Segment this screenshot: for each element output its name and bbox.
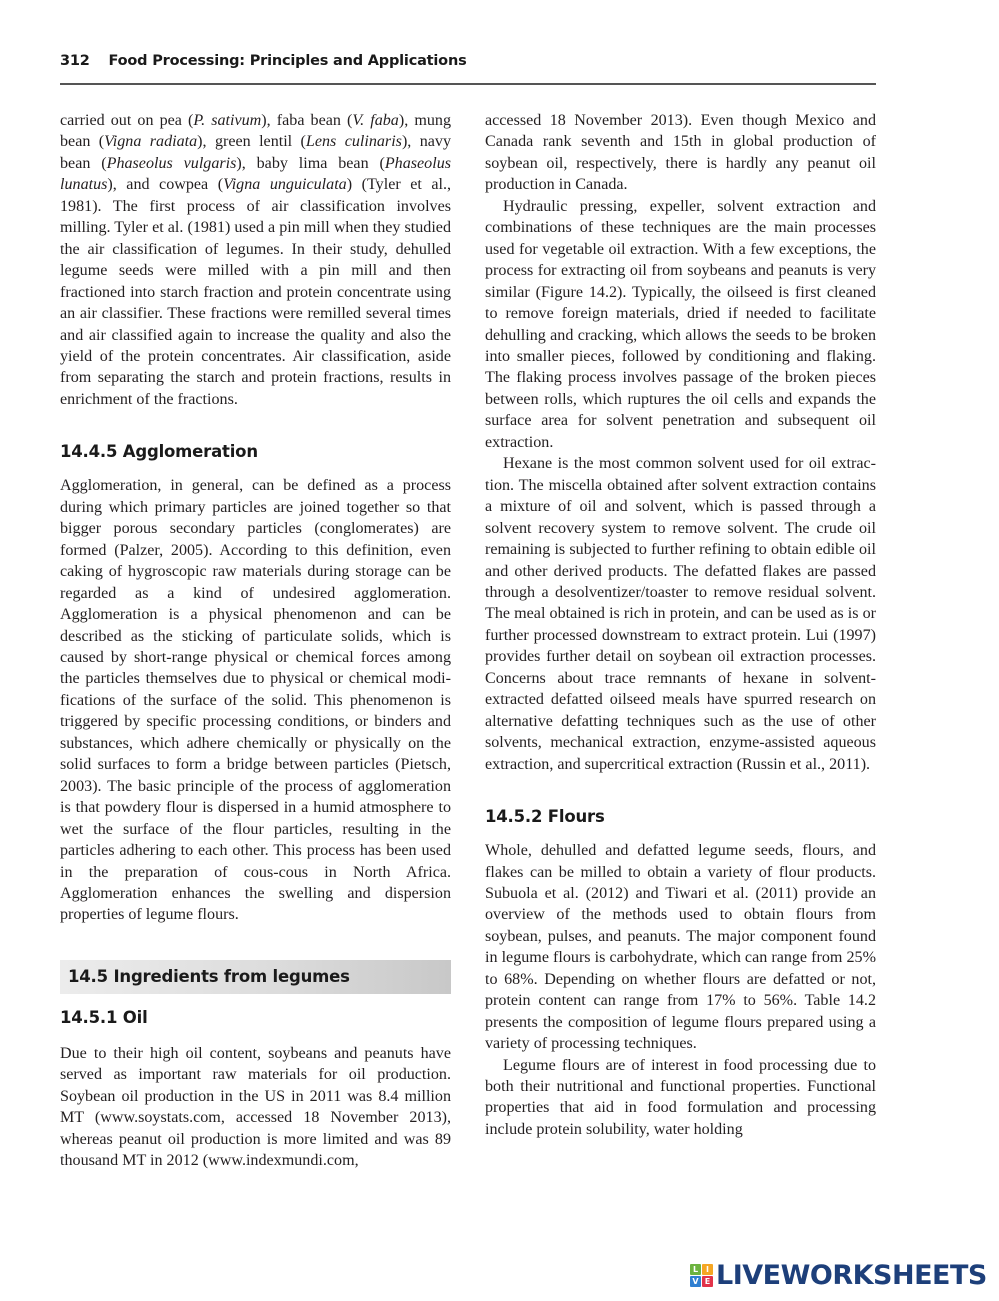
species-name: Vigna radiata	[104, 133, 198, 151]
text-span: ), mung bean (	[60, 112, 451, 151]
species-name: Phaseolus vulgaris	[106, 154, 237, 172]
paragraph-air-classification	[60, 110, 451, 410]
logo-tile: I	[702, 1264, 713, 1275]
right-column	[485, 110, 876, 1140]
paragraph-oil-continued: accessed 18 November 2013). Even though Mexico and Canada rank seventh and 15th in global production of soybean oil, respectively, there is hardly any peanut oil production in Canada.	[485, 112, 876, 194]
section-heading-band	[60, 960, 451, 994]
running-head	[60, 53, 876, 69]
paragraph-hexane: Hexane is the most common solvent used for oil extraction. The miscella obtained after solvent extraction contains a mixture of oil and solvent, which is passed through a solvent recovery system to remove solvent. The crude oil remaining is subjected to further refining to obtain edible oil and other derived products. The defatted flakes are passed through a desolventizer/toaster to remove residual solvent. The meal obtained is rich in protein, and can be used as is or further processed downstream to extract protein. Lui (1997) provides further detail on soybean oil extraction processes. Concerns about trace remnants of hexane in solvent-extracted defatted oilseed meals have spurred research on alternative defatting techniques such as the use of other solvents, mechanical extraction, enzyme-assisted aqueous extraction, and supercritical extraction (Russin et al., 2011).	[485, 455, 876, 773]
paragraph-flours: Whole, dehulled and defatted legume seeds, flours, and flakes can be milled to obtain a variety of flour products. Subuola et al. (2012) and Tiwari et al. (2011) provide an overview of the methods used to obtain flours from soybean, pulses, and peanuts. The major component found in legume flours is carbohydrate, which can range from 25% to 68%. Depending on whether flours are defatted or not, protein content can range from 17% to 56%. Table 14.2 presents the composition of legume flours prepared using a variety of processing techniques.	[485, 842, 876, 1053]
text-span: carried out on pea (	[60, 112, 194, 129]
text-span: ), navy bean (	[60, 133, 451, 172]
heading-agglomeration: 14.4.5 Agglomeration	[60, 442, 258, 462]
heading-ingredients-from-legumes: 14.5 Ingredients from legumes	[68, 967, 350, 987]
species-name: Vigna unguiculata	[223, 176, 347, 194]
species-name: Phaseolus lunatus	[60, 154, 452, 194]
liveworksheets-logo	[690, 1262, 987, 1289]
logo-wordmark: LIVEWORKSHEETS	[716, 1260, 987, 1291]
paragraph-agglomeration: Agglomeration, in general, can be defined as a process during which primary particles are joined together so that bigger porous secondary particles (conglomerates) are formed (Palzer, 2005). According to this definition, even caking of hygroscopic raw materials during storage can be regarded as a kind of undesired agglomeration. Agglomeration is a physical phenomenon and can be described as the sticking of particulate solids, which is caused by short-range physical or chemical forces among the particles themselves due to physical or chemical modifications of the surface of the solid. This phenomenon is triggered by specific processing conditions, or binders and substances, which adhere chemically or physically on the solid surfaces to form a bridge between particles (Pietsch, 2003). The basic principle of the process of agglomeration is that powdery flour is dispersed in a humid atmosphere to wet the surface of the flour particles, resulting in the particles adhering to each other. This process has been used in the preparation of cous-cous in North Africa. Agglomeration enhances the swelling and dispersion properties of legume flours.	[60, 477, 451, 924]
paragraph-flour-properties: Legume flours are of interest in food processing due to both their nutritional and functional properties. Functional properties that aid in food formulation and processing include protein solubility, water holding	[485, 1056, 876, 1138]
species-name: Lens culinaris	[305, 133, 402, 151]
text-span: ), and cowpea (	[107, 176, 224, 194]
species-name: V. faba	[352, 112, 399, 129]
heading-flours: 14.5.2 Flours	[485, 807, 605, 827]
text-span: ) (Tyler et al., 1981). The first process of air classification involves milling. Tyler et al. (1981) used a pin mill when they studied the air classification of legumes. In their study, dehulled legume seeds were milled with a pin mill and then fractioned into starch fraction and protein concentrate using an air classifier. These fractions were remilled several times and air classified again to increase the quality and also the yield of the protein concentrates. Air classification, aside from separating the starch and protein fractions, results in enrichment of the fractions.	[60, 176, 451, 408]
heading-oil: 14.5.1 Oil	[60, 1007, 148, 1027]
live-tiles-icon	[690, 1264, 713, 1287]
book-title: Food Processing: Principles and Applications	[108, 53, 467, 69]
text-span: ), green lentil (	[197, 133, 306, 151]
header-divider	[60, 83, 876, 85]
text-span: ), faba bean (	[261, 112, 353, 129]
logo-tile: V	[690, 1276, 701, 1287]
text-span: ), baby lima bean (	[236, 154, 385, 172]
paragraph-oil: Due to their high oil content, soybeans and peanuts have served as important raw materials for oil production. Soybean oil production in the US in 2011 was 8.4 million MT (www.soystats.com, accessed 18 November 2013), whereas peanut oil production is more limited and was 89 thousand MT in 2012 (www.indexmundi.com,	[60, 1044, 451, 1170]
page-number: 312	[60, 53, 90, 69]
left-column	[60, 110, 451, 1172]
logo-tile: L	[690, 1264, 701, 1275]
paragraph-extraction-processes: Hydraulic pressing, expeller, solvent extraction and combinations of these techniques are the main processes used for vegetable oil extraction. With a few exceptions, the process for extracting oil from soybeans and peanuts is very similar (Figure 14.2). Typically, the oilseed is first cleaned to remove foreign materials, dried if needed to facilitate dehulling and cracking, which allows the seeds to be broken into smaller pieces, followed by conditioning and flaking. The flaking process involves passage of the broken pieces between rolls, which ruptures the oil cells and expands the surface area for solvent penetration and subsequent oil extraction.	[485, 197, 876, 451]
logo-tile: E	[702, 1276, 713, 1287]
species-name: P. sativum	[193, 112, 262, 129]
